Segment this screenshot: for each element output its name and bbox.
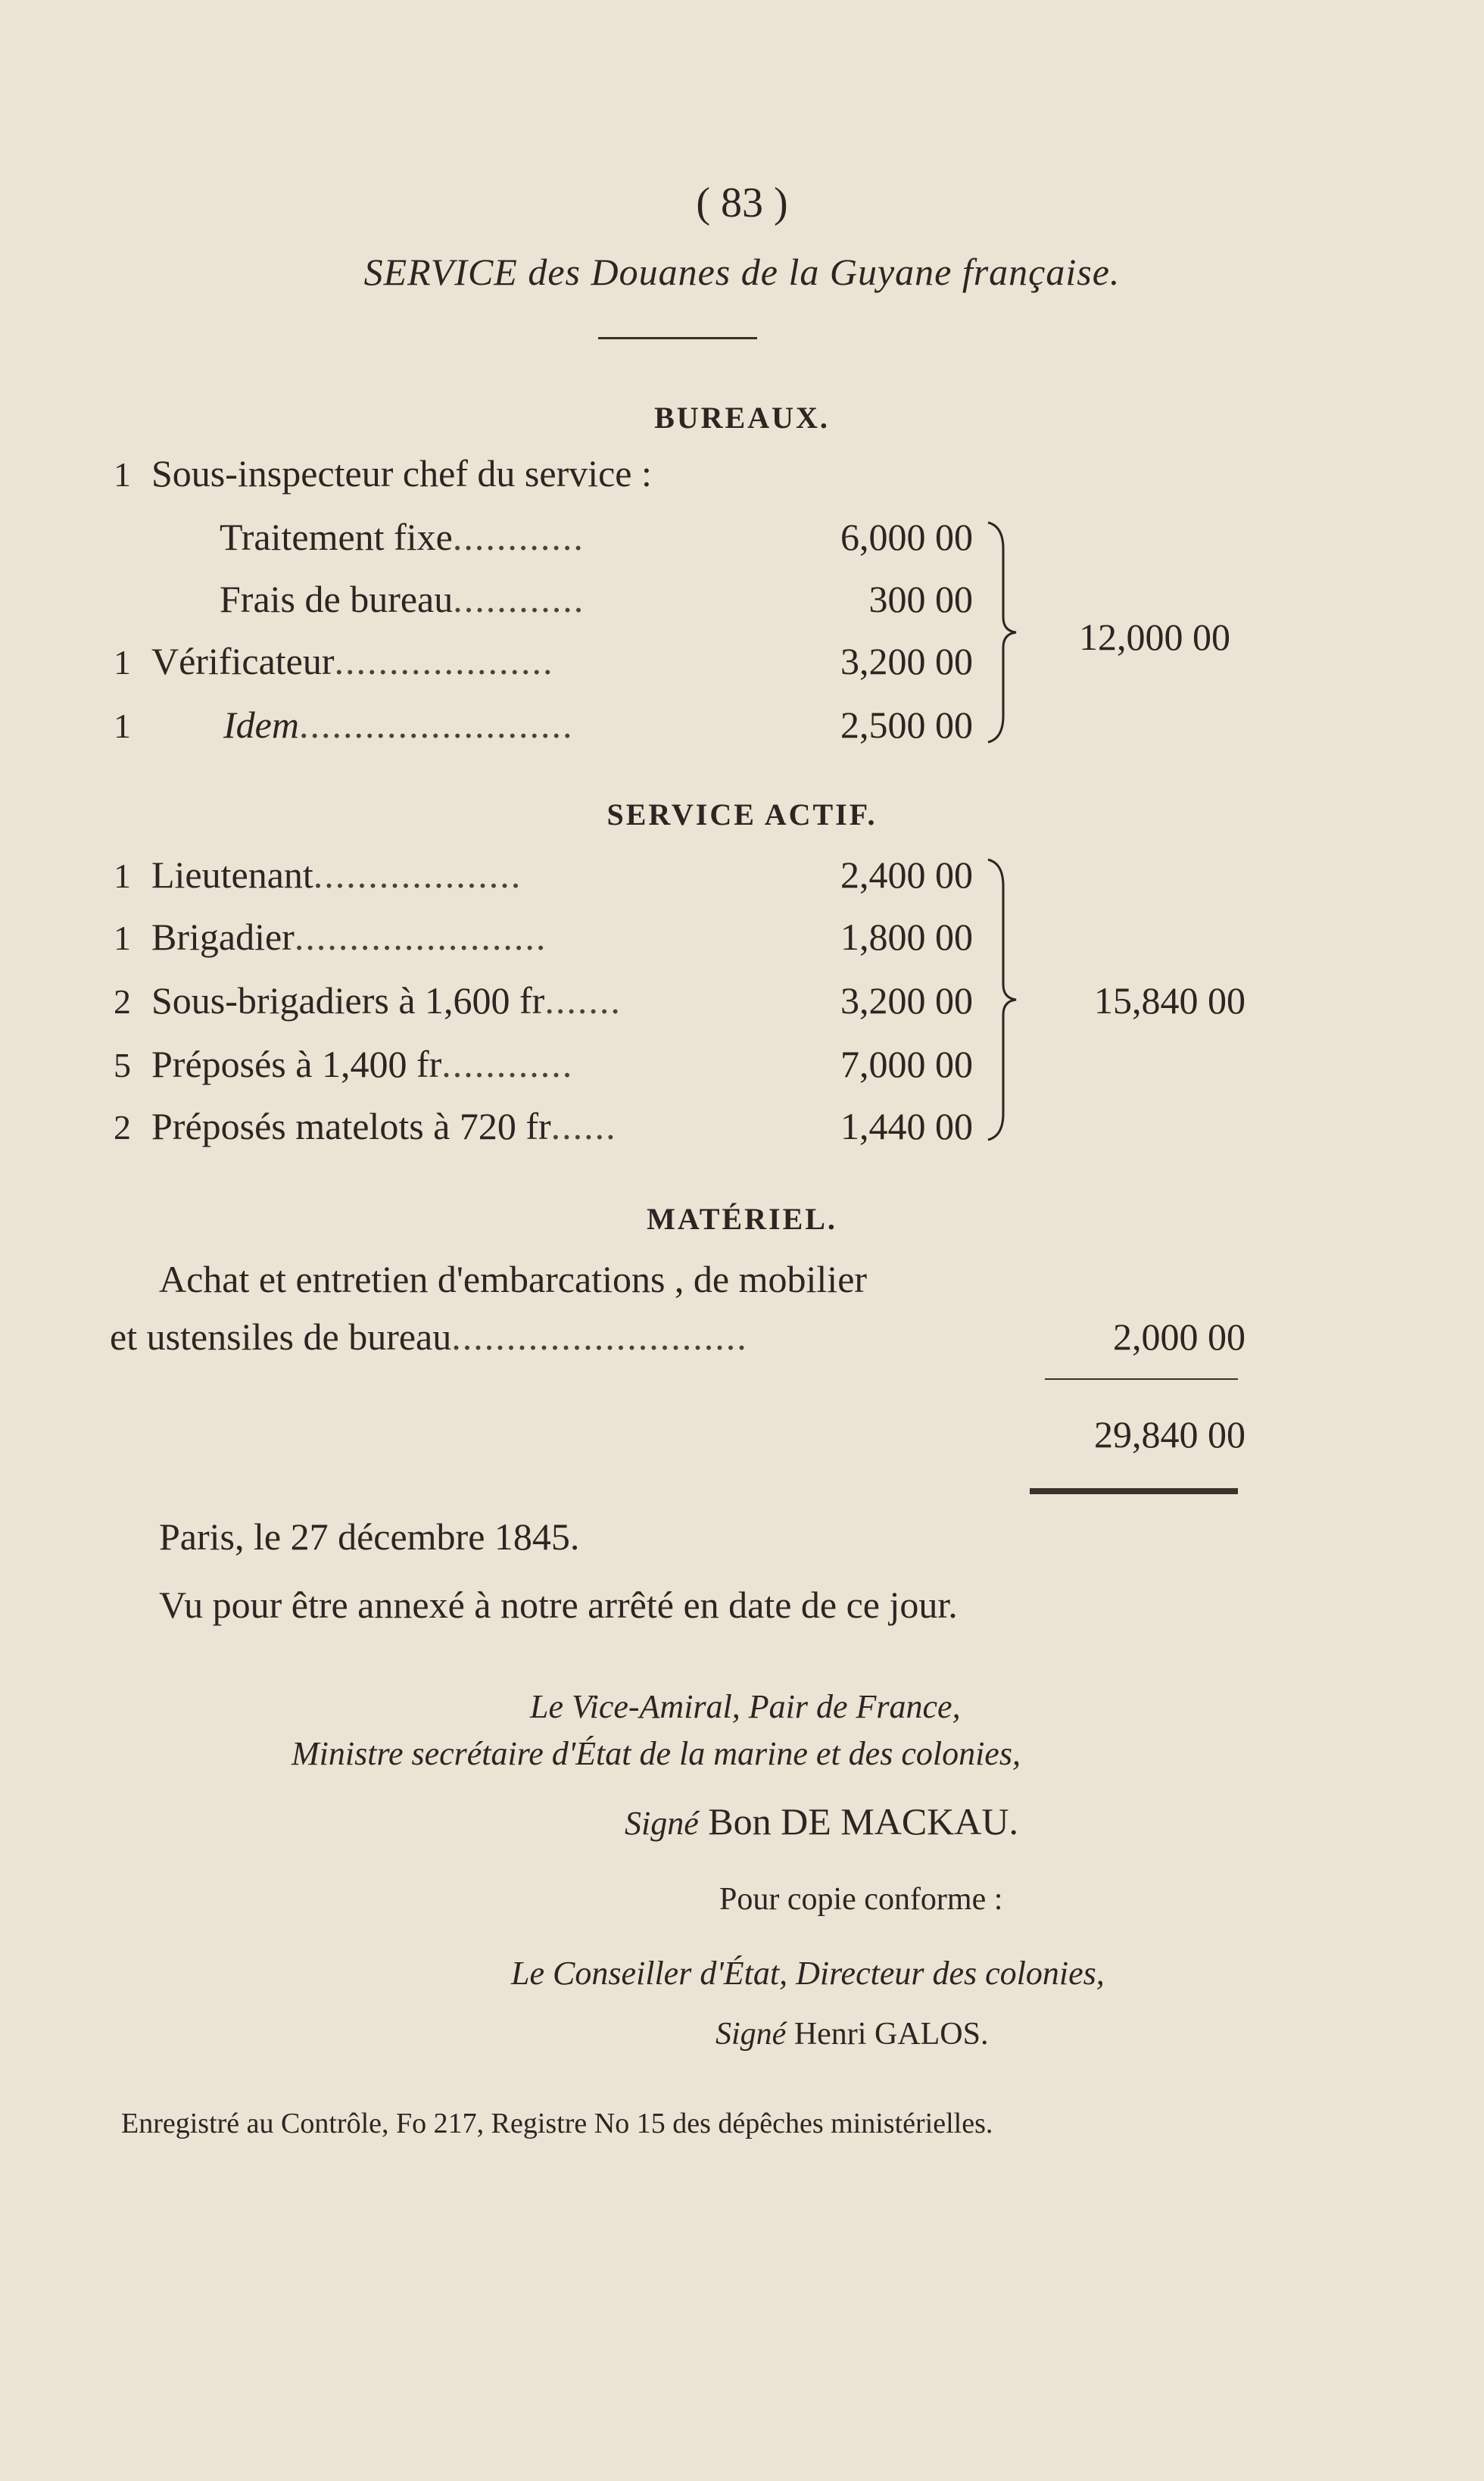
dot-leaders: ................... xyxy=(313,854,522,896)
row-label: Idem xyxy=(223,704,299,746)
row-label: Préposés matelots à 720 fr xyxy=(151,1105,551,1147)
row-qty: 1 xyxy=(114,707,131,745)
table-row xyxy=(151,1042,573,1086)
dot-leaders: ............ xyxy=(441,1043,574,1085)
copie-line: Pour copie conforme : xyxy=(719,1882,1003,1917)
section-heading-bureaux: BUREAUX. xyxy=(654,401,830,435)
row-qty: 2 xyxy=(114,1108,131,1147)
row-qty: 5 xyxy=(114,1046,131,1084)
table-row xyxy=(151,639,554,683)
vu-line: Vu pour être annexé à notre arrêté en date de ce jour. xyxy=(159,1584,958,1626)
service-actif-total: 15,840 00 xyxy=(1094,979,1246,1022)
row-amount: 7,000 00 xyxy=(840,1043,973,1085)
dot-leaders: .................... xyxy=(334,640,554,682)
section-heading-service-actif: SERVICE ACTIF. xyxy=(606,797,878,832)
dot-leaders: ......................... xyxy=(298,704,574,746)
row-amount: 6,000 00 xyxy=(840,516,973,558)
row-label: Brigadier xyxy=(151,916,295,958)
row-label: Vérificateur xyxy=(151,640,335,682)
row-label: Sous-inspecteur chef du service : xyxy=(151,452,652,495)
row-amount: 2,500 00 xyxy=(840,704,973,746)
grand-total-rule xyxy=(1030,1488,1238,1494)
signatory-name: Henri GALOS. xyxy=(793,2017,989,2052)
registration-footer: Enregistré au Contrôle, Fo 217, Registre No 15 des dépêches ministérielles. xyxy=(121,2108,993,2139)
table-row xyxy=(220,515,585,559)
row-label: Frais de bureau xyxy=(220,578,454,620)
signature-title-2: Ministre secrétaire d'État de la marine et des colonies, xyxy=(292,1735,1021,1772)
materiel-line-1: Achat et entretien d'embarcations , de mobilier xyxy=(159,1258,868,1300)
row-qty: 1 xyxy=(114,857,131,895)
bureaux-brace xyxy=(984,519,1022,746)
row-label: Lieutenant xyxy=(151,854,313,896)
total-rule xyxy=(1045,1378,1238,1380)
row-qty: 1 xyxy=(114,919,131,957)
row-amount: 1,440 00 xyxy=(840,1105,973,1147)
dot-leaders: ....................... xyxy=(294,916,547,958)
row-amount: 3,200 00 xyxy=(840,640,973,682)
table-row xyxy=(151,978,622,1022)
materiel-line-2: et ustensiles de bureau xyxy=(110,1315,452,1358)
row-qty: 1 xyxy=(114,643,131,682)
row-amount: 300 00 xyxy=(868,578,973,620)
row-amount: 1,800 00 xyxy=(840,916,973,958)
signature-2 xyxy=(716,2016,988,2052)
page-title: SERVICE des Douanes de la Guyane française. xyxy=(363,251,1121,293)
title-divider xyxy=(598,337,757,339)
signature-1 xyxy=(625,1799,1018,1843)
table-row xyxy=(151,915,547,959)
signe-label: Signé xyxy=(716,2017,787,2052)
dot-leaders: ............ xyxy=(452,516,585,558)
materiel-amount: 2,000 00 xyxy=(1113,1315,1246,1358)
table-row xyxy=(223,703,573,747)
signature-title-3: Le Conseiller d'État, Directeur des colonies, xyxy=(511,1955,1105,1992)
row-amount: 3,200 00 xyxy=(840,979,973,1022)
row-qty: 2 xyxy=(114,982,131,1021)
signature-title-1: Le Vice-Amiral, Pair de France, xyxy=(530,1688,961,1725)
section-heading-materiel: MATÉRIEL. xyxy=(647,1202,837,1236)
table-row xyxy=(110,1315,748,1359)
row-label: Traitement fixe xyxy=(220,516,453,558)
row-qty: 1 xyxy=(114,455,131,494)
dot-leaders: ........................... xyxy=(451,1315,748,1358)
row-label: Préposés à 1,400 fr xyxy=(151,1043,442,1085)
dot-leaders: ............ xyxy=(453,578,585,620)
table-row xyxy=(151,853,522,897)
table-row xyxy=(220,577,585,621)
page-number: ( 83 ) xyxy=(696,179,788,226)
dot-leaders: ...... xyxy=(550,1105,617,1147)
grand-total: 29,840 00 xyxy=(1094,1413,1246,1456)
signe-label: Signé xyxy=(625,1805,699,1842)
row-amount: 2,400 00 xyxy=(840,854,973,896)
date-line: Paris, le 27 décembre 1845. xyxy=(159,1515,580,1558)
service-actif-brace xyxy=(984,856,1022,1144)
table-row xyxy=(151,1104,617,1148)
bureaux-total: 12,000 00 xyxy=(1079,616,1230,658)
signatory-name: Bon DE MACKAU. xyxy=(708,1800,1019,1843)
dot-leaders: ....... xyxy=(544,979,622,1022)
row-label: Sous-brigadiers à 1,600 fr xyxy=(151,979,545,1022)
